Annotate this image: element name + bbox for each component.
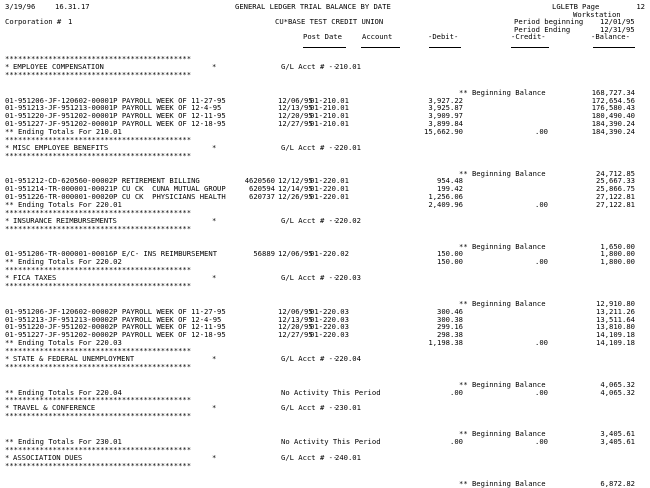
section-title-star-right: * bbox=[212, 142, 217, 152]
page-label: Page bbox=[582, 2, 600, 11]
entry-account: 01-220.03 bbox=[310, 314, 349, 324]
entry-balance: 13,211.26 bbox=[596, 306, 635, 316]
entry-post-date: 12/13/95 bbox=[278, 103, 313, 113]
gl-acct-number: 230.01 bbox=[335, 403, 361, 413]
entry-description: 01-951213-JF-951213-00001P PAYROLL WEEK OF 12-4-95 bbox=[5, 103, 222, 113]
report-title: GENERAL LEDGER TRIAL BALANCE BY DATE bbox=[235, 2, 391, 11]
entry-balance: 25,667.33 bbox=[596, 176, 635, 186]
underline bbox=[511, 47, 549, 48]
section-title-star-right: * bbox=[212, 61, 217, 71]
entry-reference: 4620560 bbox=[244, 176, 275, 186]
col-debit: -Debit- bbox=[428, 32, 459, 41]
corporation-label: Corporation # bbox=[5, 17, 62, 26]
beginning-balance-value: 3,405.61 bbox=[600, 429, 635, 439]
entry-account: 01-210.01 bbox=[310, 95, 349, 105]
entry-debit: 954.48 bbox=[437, 176, 463, 186]
ending-balance: 184,390.24 bbox=[591, 127, 635, 136]
gl-acct-label: G/L Acct # -- bbox=[281, 452, 338, 462]
entry-balance: 13,810.80 bbox=[596, 322, 635, 332]
ending-totals-label: ** Ending Totals For 220.03 bbox=[5, 338, 122, 348]
ending-debit: 15,662.90 bbox=[424, 127, 463, 136]
entry-description: 01-951206-JF-120602-00002P PAYROLL WEEK OF 11-27-95 bbox=[5, 306, 226, 316]
underline bbox=[429, 47, 461, 48]
star-divider: ******************************************* bbox=[5, 265, 192, 275]
ending-balance: 3,405.61 bbox=[600, 437, 635, 447]
ending-credit: .00 bbox=[535, 200, 548, 209]
entry-description: 01-951220-JF-951202-00001P PAYROLL WEEK OF 12-11-95 bbox=[5, 111, 226, 121]
section-title-star: * bbox=[5, 142, 10, 152]
col-account: Account bbox=[362, 32, 393, 41]
entry-reference: 56889 bbox=[253, 249, 275, 259]
section-title-star: * bbox=[5, 215, 10, 225]
entry-balance: 1,800.00 bbox=[600, 249, 635, 259]
entry-account: 01-220.03 bbox=[310, 306, 349, 316]
entry-description: 01-951206-JF-120602-00001P PAYROLL WEEK OF 11-27-95 bbox=[5, 95, 226, 105]
gl-acct-label: G/L Acct # -- bbox=[281, 353, 338, 363]
beginning-balance-label: ** Beginning Balance bbox=[459, 241, 546, 251]
entry-post-date: 12/26/95 bbox=[278, 192, 313, 202]
entry-debit: 300.46 bbox=[437, 306, 463, 316]
entry-account: 01-220.03 bbox=[310, 322, 349, 332]
entry-debit: 3,927.22 bbox=[428, 95, 463, 105]
section-title-star: * bbox=[5, 273, 10, 282]
ending-balance: 27,122.81 bbox=[596, 200, 635, 209]
section-title-star: * bbox=[5, 452, 10, 462]
beginning-balance-value: 4,065.32 bbox=[600, 379, 635, 389]
star-divider: ******************************************* bbox=[5, 460, 192, 470]
ending-debit: .00 bbox=[450, 387, 463, 397]
gl-acct-label: G/L Acct # -- bbox=[281, 403, 338, 413]
section-title-star-right: * bbox=[212, 273, 217, 282]
entry-account: 01-210.01 bbox=[310, 119, 349, 129]
beginning-balance-label: ** Beginning Balance bbox=[459, 168, 546, 178]
section-title: TRAVEL & CONFERENCE bbox=[13, 403, 96, 413]
no-activity-note: No Activity This Period bbox=[281, 437, 381, 447]
entry-balance: 27,122.81 bbox=[596, 192, 635, 202]
col-credit: -Credit- bbox=[511, 32, 546, 41]
col-balance: -Balance- bbox=[591, 32, 630, 41]
ending-totals-label: ** Ending Totals For 220.01 bbox=[5, 200, 122, 209]
section-title: EMPLOYEE COMPENSATION bbox=[13, 61, 104, 71]
entry-description: 01-951227-JF-951202-00002P PAYROLL WEEK OF 12-18-95 bbox=[5, 330, 226, 340]
ending-credit: .00 bbox=[535, 338, 548, 348]
entry-account: 01-220.01 bbox=[310, 192, 349, 202]
ending-debit: 150.00 bbox=[437, 257, 463, 267]
entry-balance: 25,866.75 bbox=[596, 184, 635, 194]
entry-post-date: 12/06/95 bbox=[278, 95, 313, 105]
entry-post-date: 12/14/95 bbox=[278, 184, 313, 194]
institution-name: CU*BASE TEST CREDIT UNION bbox=[275, 17, 384, 26]
gl-acct-label: G/L Acct # -- bbox=[281, 142, 338, 152]
entry-account: 01-220.03 bbox=[310, 330, 349, 340]
star-divider: ******************************************* bbox=[5, 69, 192, 79]
ending-debit: 1,198.38 bbox=[428, 338, 463, 348]
page-number: 12 bbox=[636, 2, 645, 11]
col-post-date: Post Date bbox=[303, 32, 342, 41]
ending-balance: 4,065.32 bbox=[600, 387, 635, 397]
entry-debit: 3,925.87 bbox=[428, 103, 463, 113]
gl-acct-number: 220.01 bbox=[335, 142, 361, 152]
gl-acct-number: 220.02 bbox=[335, 215, 361, 225]
ending-balance: 14,109.18 bbox=[596, 338, 635, 348]
star-divider: ******************************************* bbox=[5, 150, 192, 160]
star-divider: ******************************************* bbox=[5, 361, 192, 371]
entry-debit: 298.38 bbox=[437, 330, 463, 340]
entry-post-date: 12/06/95 bbox=[278, 306, 313, 316]
star-divider: ******************************************* bbox=[5, 411, 192, 421]
entry-account: 01-210.01 bbox=[310, 111, 349, 121]
entry-post-date: 12/06/95 bbox=[278, 249, 313, 259]
entry-description: 01-951227-JF-951202-00001P PAYROLL WEEK OF 12-18-95 bbox=[5, 119, 226, 129]
entry-post-date: 12/20/95 bbox=[278, 322, 313, 332]
corporation-number: 1 bbox=[68, 17, 73, 26]
gl-acct-number: 210.01 bbox=[335, 61, 361, 71]
entry-post-date: 12/27/95 bbox=[278, 330, 313, 340]
star-divider: ******************************************* bbox=[5, 223, 192, 233]
star-divider: ******************************************* bbox=[5, 444, 192, 454]
entry-description: 01-951220-JF-951202-00002P PAYROLL WEEK OF 12-11-95 bbox=[5, 322, 226, 332]
ending-credit: .00 bbox=[535, 127, 548, 136]
entry-debit: 199.42 bbox=[437, 184, 463, 194]
gl-acct-label: G/L Acct # -- bbox=[281, 61, 338, 71]
entry-balance: 180,490.40 bbox=[591, 111, 635, 121]
report-time: 16.31.17 bbox=[55, 2, 90, 11]
beginning-balance-label: ** Beginning Balance bbox=[459, 379, 546, 389]
ending-credit: .00 bbox=[535, 387, 548, 397]
section-title-star-right: * bbox=[212, 403, 217, 413]
ending-totals-label: ** Ending Totals For 230.01 bbox=[5, 437, 122, 447]
section-title-star: * bbox=[5, 61, 10, 71]
beginning-balance-value: 6,872.82 bbox=[600, 478, 635, 488]
workstation-label: Workstation bbox=[573, 10, 621, 19]
period-ending-date: 12/31/95 bbox=[600, 25, 635, 34]
ending-totals-label: ** Ending Totals For 220.04 bbox=[5, 387, 122, 397]
beginning-balance-label: ** Beginning Balance bbox=[459, 298, 546, 308]
entry-balance: 176,580.43 bbox=[591, 103, 635, 113]
ending-credit: .00 bbox=[535, 257, 548, 267]
underline bbox=[303, 47, 346, 48]
section-title: FICA TAXES bbox=[13, 273, 57, 282]
entry-debit: 299.16 bbox=[437, 322, 463, 332]
entry-description: 01-951213-JF-951213-00002P PAYROLL WEEK OF 12-4-95 bbox=[5, 314, 222, 324]
star-divider: ******************************************* bbox=[5, 54, 192, 63]
star-divider: ******************************************* bbox=[5, 134, 192, 144]
entry-debit: 1,256.06 bbox=[428, 192, 463, 202]
star-divider: ******************************************* bbox=[5, 280, 192, 290]
gl-acct-label: G/L Acct # -- bbox=[281, 273, 338, 282]
section-title: INSURANCE REIMBURSEMENTS bbox=[13, 215, 117, 225]
beginning-balance-label: ** Beginning Balance bbox=[459, 87, 546, 97]
period-beginning-date: 12/01/95 bbox=[600, 17, 635, 26]
period-ending-label: Period Ending bbox=[514, 25, 571, 34]
entry-balance: 13,511.64 bbox=[596, 314, 635, 324]
beginning-balance-value: 12,910.80 bbox=[596, 298, 635, 308]
star-divider: ******************************************* bbox=[5, 395, 192, 405]
entry-account: 01-220.01 bbox=[310, 176, 349, 186]
entry-reference: 620594 bbox=[249, 184, 275, 194]
section-title-star-right: * bbox=[212, 215, 217, 225]
gl-acct-number: 220.04 bbox=[335, 353, 361, 363]
entry-account: 01-220.01 bbox=[310, 184, 349, 194]
section-title-star-right: * bbox=[212, 452, 217, 462]
entry-description: 01-951226-TR-000001-00020P CU CK PHYSICIANS HEALTH bbox=[5, 192, 226, 202]
section-title-star-right: * bbox=[212, 353, 217, 363]
entry-balance: 184,390.24 bbox=[591, 119, 635, 129]
report-id: LGLETB bbox=[552, 2, 578, 11]
no-activity-note: No Activity This Period bbox=[281, 387, 381, 397]
ending-totals-label: ** Ending Totals For 220.02 bbox=[5, 257, 122, 267]
section-title: STATE & FEDERAL UNEMPLOYMENT bbox=[13, 353, 135, 363]
entry-debit: 150.00 bbox=[437, 249, 463, 259]
section-title-star: * bbox=[5, 353, 10, 363]
entry-reference: 620737 bbox=[249, 192, 275, 202]
ending-totals-label: ** Ending Totals For 210.01 bbox=[5, 127, 122, 136]
star-divider: ******************************************* bbox=[5, 207, 192, 217]
entry-debit: 3,899.84 bbox=[428, 119, 463, 129]
gl-acct-number: 220.03 bbox=[335, 273, 361, 282]
section-title: ASSOCIATION DUES bbox=[13, 452, 83, 462]
underline bbox=[593, 47, 635, 48]
entry-description: 01-951206-TR-000001-00016P E/C- INS REIMBURSEMENT bbox=[5, 249, 218, 259]
entry-balance: 14,109.18 bbox=[596, 330, 635, 340]
entry-post-date: 12/12/95 bbox=[278, 176, 313, 186]
entry-account: 01-210.01 bbox=[310, 103, 349, 113]
entry-debit: 3,909.97 bbox=[428, 111, 463, 121]
gl-acct-number: 240.01 bbox=[335, 452, 361, 462]
entry-post-date: 12/27/95 bbox=[278, 119, 313, 129]
entry-description: 01-951214-TR-000001-00021P CU CK CUNA MUTUAL GROUP bbox=[5, 184, 226, 194]
period-beginning-label: Period beginning bbox=[514, 17, 584, 26]
ending-credit: .00 bbox=[535, 437, 548, 447]
star-divider: ******************************************* bbox=[5, 346, 192, 356]
underline bbox=[361, 47, 400, 48]
entry-post-date: 12/13/95 bbox=[278, 314, 313, 324]
section-title-star: * bbox=[5, 403, 10, 413]
entry-post-date: 12/20/95 bbox=[278, 111, 313, 121]
entry-debit: 300.38 bbox=[437, 314, 463, 324]
entry-description: 01-951212-CD-620560-00002P RETIREMENT BILLING bbox=[5, 176, 200, 186]
ending-balance: 1,800.00 bbox=[600, 257, 635, 267]
beginning-balance-label: ** Beginning Balance bbox=[459, 478, 546, 488]
ending-debit: 2,409.96 bbox=[428, 200, 463, 209]
report-date: 3/19/96 bbox=[5, 2, 36, 11]
beginning-balance-label: ** Beginning Balance bbox=[459, 429, 546, 439]
beginning-balance-value: 24,712.85 bbox=[596, 168, 635, 178]
section-title: MISC EMPLOYEE BENEFITS bbox=[13, 142, 109, 152]
gl-acct-label: G/L Acct # -- bbox=[281, 215, 338, 225]
entry-balance: 172,654.56 bbox=[591, 95, 635, 105]
beginning-balance-value: 1,650.00 bbox=[600, 241, 635, 251]
beginning-balance-value: 168,727.34 bbox=[591, 87, 635, 97]
entry-account: 01-220.02 bbox=[310, 249, 349, 259]
ending-debit: .00 bbox=[450, 437, 463, 447]
